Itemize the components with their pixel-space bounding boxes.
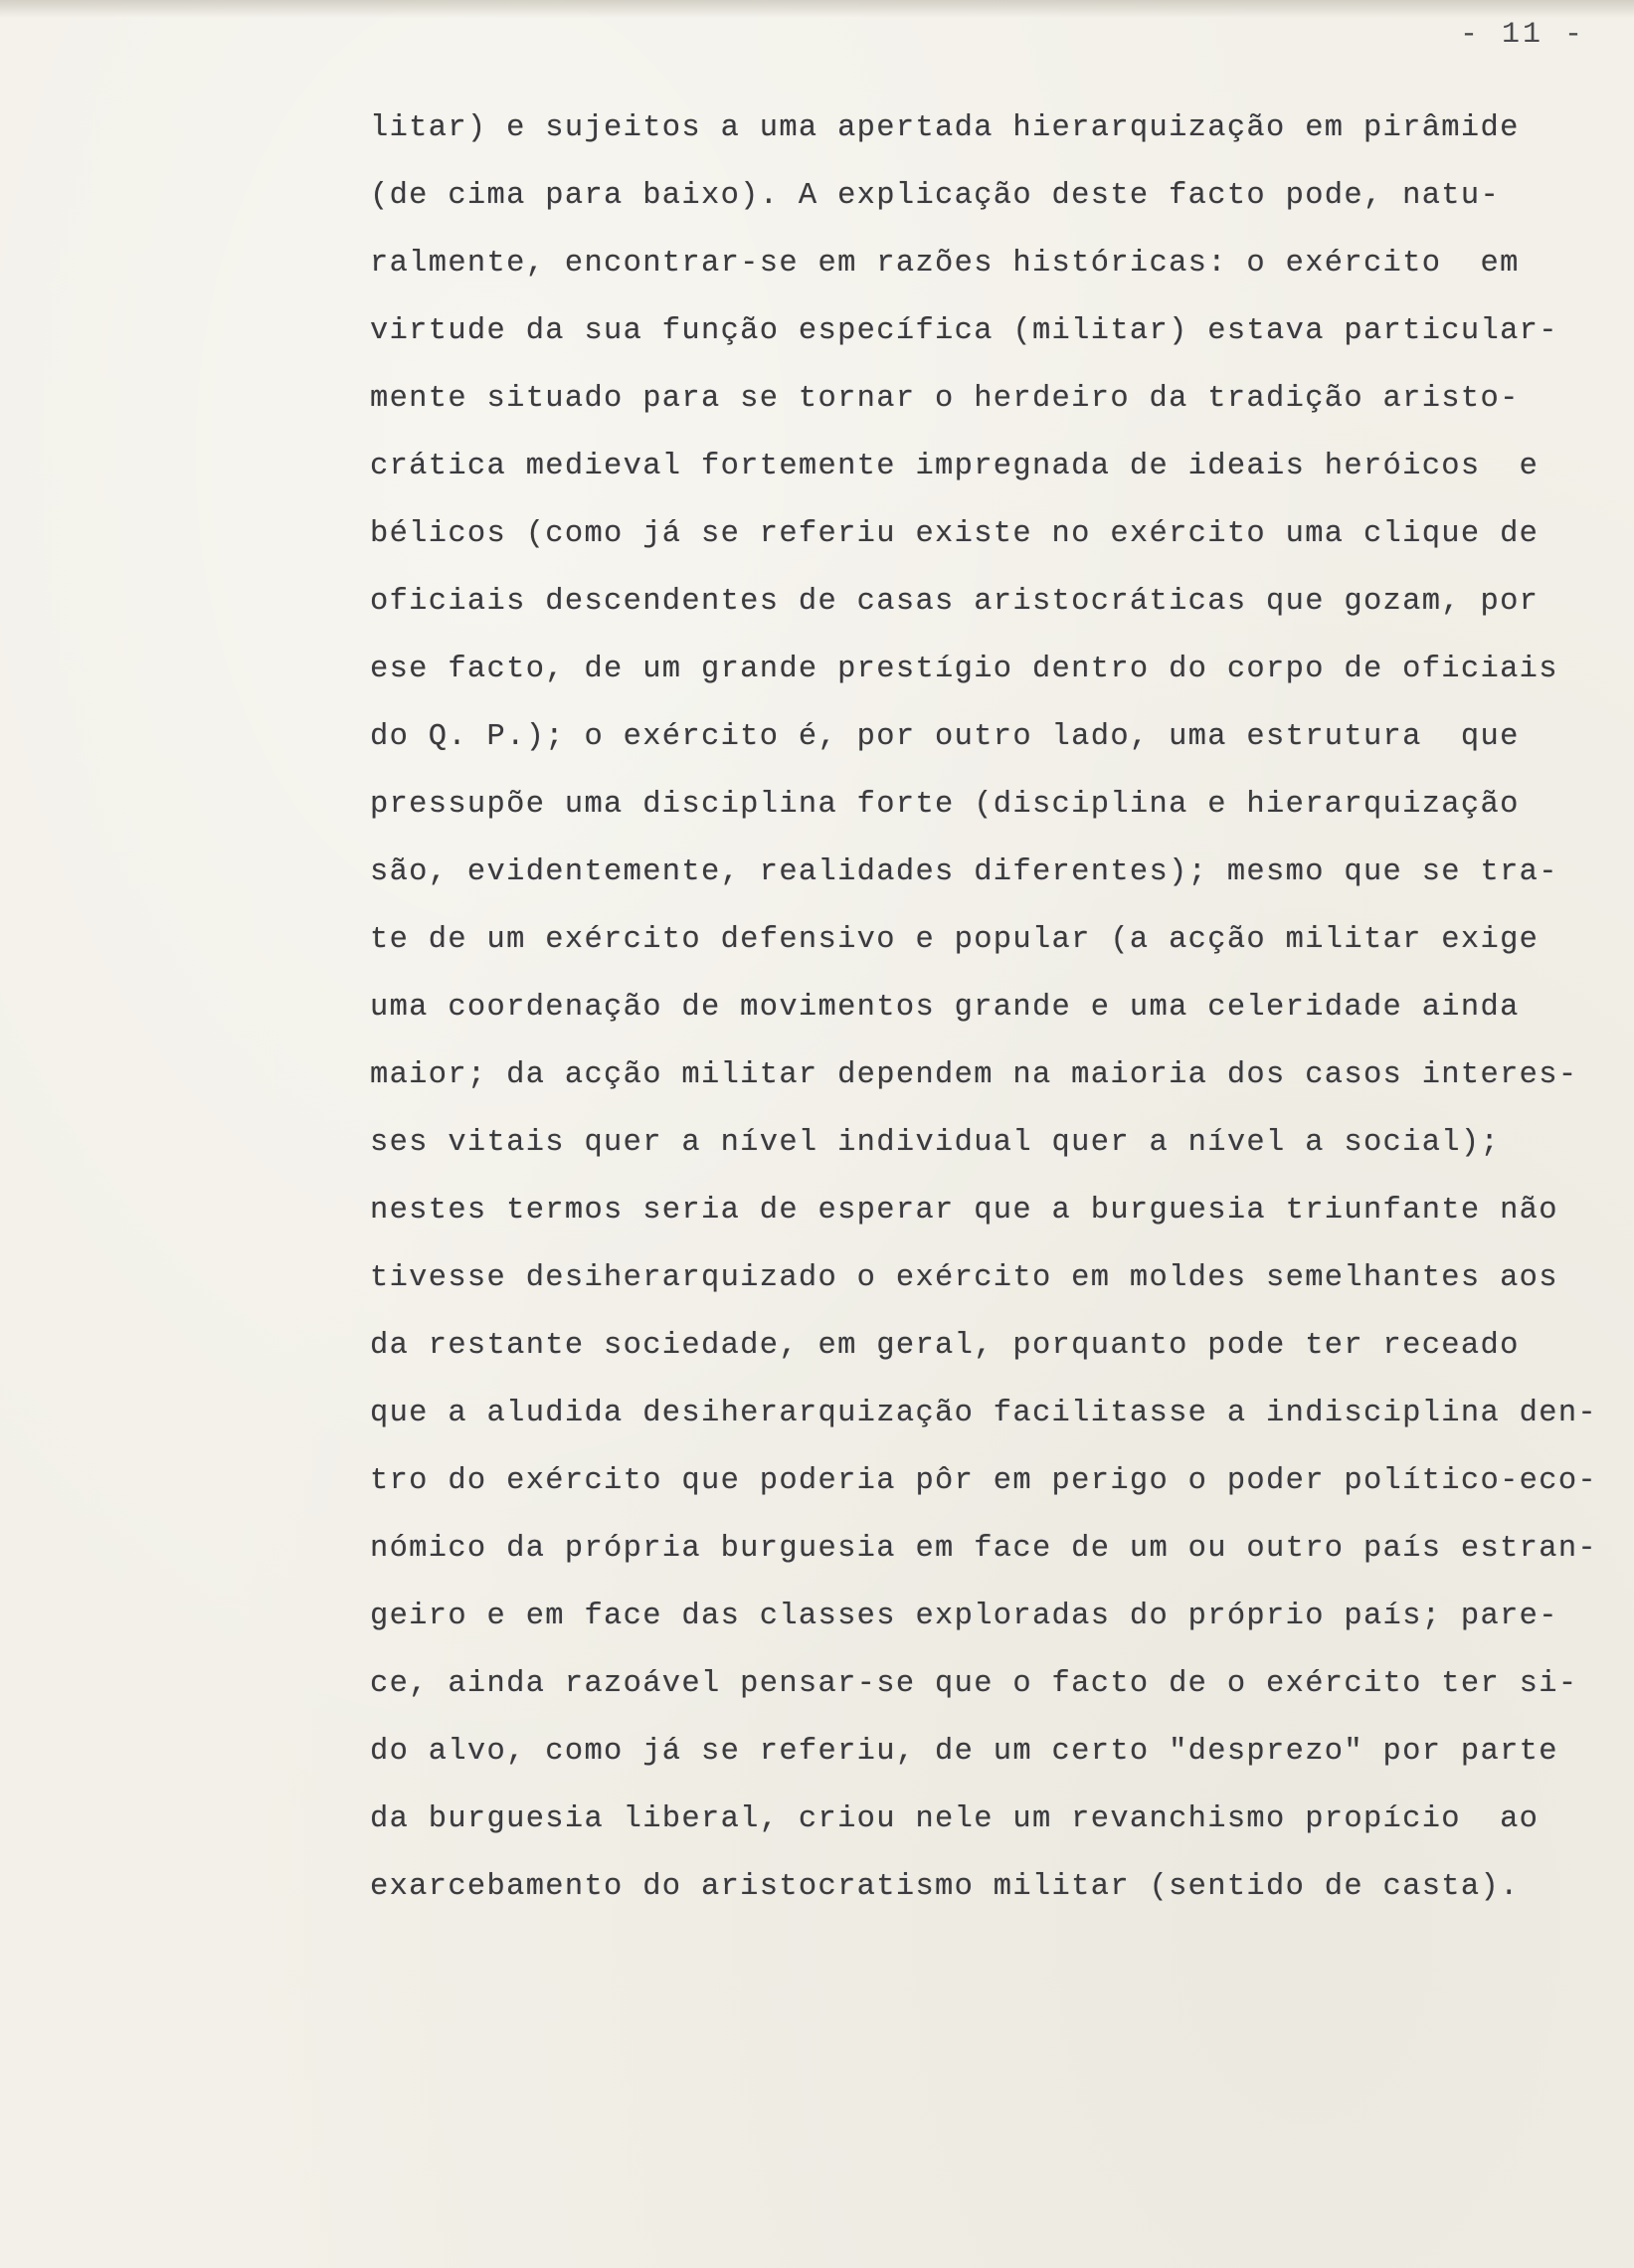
- text-line: tro do exército que poderia pôr em perigo o poder político-eco-: [370, 1464, 1598, 1498]
- text-line: nómico da própria burguesia em face de um ou outro país estran-: [370, 1532, 1598, 1566]
- text-line: ses vitais quer a nível individual quer a nível a social);: [370, 1126, 1501, 1160]
- text-line: (de cima para baixo). A explicação deste facto pode, natu-: [370, 179, 1501, 213]
- text-line: da restante sociedade, em geral, porquanto pode ter receado: [370, 1329, 1520, 1363]
- text-line: oficiais descendentes de casas aristocráticas que gozam, por: [370, 585, 1540, 619]
- text-line: litar) e sujeitos a uma apertada hierarquização em pirâmide: [370, 111, 1520, 145]
- text-line: ce, ainda razoável pensar-se que o facto de o exército ter si-: [370, 1667, 1578, 1701]
- text-line: bélicos (como já se referiu existe no exército uma clique de: [370, 517, 1540, 551]
- text-line: maior; da acção militar dependem na maioria dos casos interes-: [370, 1058, 1578, 1092]
- text-line: uma coordenação de movimentos grande e uma celeridade ainda: [370, 991, 1520, 1025]
- text-line: ese facto, de um grande prestígio dentro do corpo de oficiais: [370, 653, 1558, 686]
- text-line: crática medieval fortemente impregnada de ideais heróicos e: [370, 450, 1540, 483]
- text-line: mente situado para se tornar o herdeiro da tradição aristo-: [370, 382, 1520, 416]
- text-line: virtude da sua função específica (militar) estava particular-: [370, 314, 1558, 348]
- text-line: exarcebamento do aristocratismo militar (sentido de casta).: [370, 1870, 1520, 1904]
- text-line: nestes termos seria de esperar que a burguesia triunfante não: [370, 1194, 1558, 1228]
- text-line: tivesse desiherarquizado o exército em moldes semelhantes aos: [370, 1261, 1558, 1295]
- text-line: que a aludida desiherarquização facilitasse a indisciplina den-: [370, 1397, 1598, 1430]
- page-number: - 11 -: [1460, 18, 1586, 52]
- text-line: ralmente, encontrar-se em razões históricas: o exército em: [370, 247, 1520, 281]
- text-line: pressupõe uma disciplina forte (disciplina e hierarquização: [370, 788, 1520, 822]
- text-line: geiro e em face das classes exploradas do próprio país; pare-: [370, 1600, 1558, 1633]
- text-line: são, evidentemente, realidades diferentes); mesmo que se tra-: [370, 855, 1558, 889]
- text-line: do alvo, como já se referiu, de um certo "desprezo" por parte: [370, 1735, 1558, 1769]
- text-line: te de um exército defensivo e popular (a acção militar exige: [370, 923, 1540, 957]
- typed-body-text: [370, 103, 1598, 1930]
- text-line: do Q. P.); o exército é, por outro lado, uma estrutura que: [370, 720, 1520, 754]
- paper-edge-shadow: [0, 0, 1634, 18]
- text-line: da burguesia liberal, criou nele um revanchismo propício ao: [370, 1802, 1540, 1836]
